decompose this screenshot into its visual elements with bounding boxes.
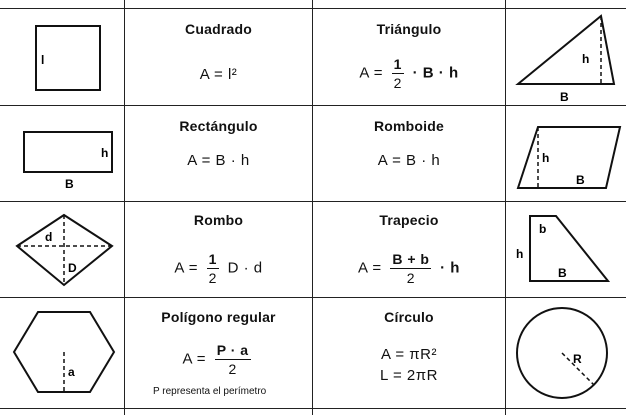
rhombus-formula-numerator: 1 [208,251,217,267]
rhombus-d-label: d [45,230,53,244]
rectangle-formula: A = B · h [187,152,250,169]
square-shape [36,26,100,90]
square-cell [125,8,312,105]
triangle-formula-numerator: 1 [393,56,402,72]
triangle-formula-lhs: A = [359,64,383,82]
triangle-cell [313,8,505,105]
trapezoid-figure [506,201,626,297]
rhombus-formula [125,250,312,287]
rhombus-formula-fraction [207,250,219,287]
romboid-formula: A = B · h [377,152,441,169]
polygon-perimeter-note: P representa el perímetro [153,386,267,397]
trapezoid-formula [313,250,505,287]
trapezoid-formula-numerator: B + b [392,251,430,267]
triangle-formula-denominator: 2 [393,75,402,91]
square-title: Cuadrado [185,21,252,37]
trapezoid-b-label: b [539,222,547,236]
rectangle-base-label: B [65,177,74,191]
rhombus-formula-lhs: A = [174,259,198,277]
row-divider-bottom [0,408,626,409]
square-formula: A = l² [199,66,238,83]
romboid-height-label: h [542,151,550,165]
circle-figure [506,297,626,408]
circle-length-formula: L = 2πR [380,367,438,384]
polygon-formula-fraction [215,341,251,378]
circle-cell [313,297,505,408]
romboid-title: Romboide [373,118,445,134]
rhombus-figure [0,201,124,297]
rhombus-formula-denominator: 2 [208,270,217,286]
triangle-title: Triángulo [376,21,442,37]
romboid-cell [313,105,505,201]
trapezoid-formula-rhs: · h [440,259,460,277]
romboid-figure [506,105,626,201]
rectangle-height-label: h [101,146,109,160]
triangle-base-label: B [560,90,569,104]
hexagon-apothem-label: a [68,365,75,379]
trapezoid-h-label: h [516,247,524,261]
hexagon-figure [0,297,124,408]
trapezoid-title: Trapecio [379,212,439,228]
square-figure [0,8,124,105]
rectangle-figure [0,105,124,201]
square-side-label: l [41,53,45,67]
circle-area-formula: A = πR² [381,346,437,363]
trapezoid-formula-fraction [390,250,431,287]
polygon-cell [125,297,312,408]
rectangle-cell [125,105,312,201]
triangle-shape [518,16,614,84]
polygon-title: Polígono regular [161,309,276,325]
circle-radius-label: R [573,352,582,366]
rhombus-title: Rombo [193,212,244,228]
trapezoid-B-label: B [558,266,567,280]
triangle-formula-rhs: · B · h [412,64,459,82]
trapezoid-cell [313,201,505,297]
circle-title: Círculo [384,309,434,325]
rhombus-D-label: D [68,261,77,275]
triangle-formula [313,55,505,92]
polygon-formula-lhs: A = [182,350,207,368]
polygon-formula-denominator: 2 [228,361,237,377]
rectangle-title: Rectángulo [179,118,258,134]
trapezoid-formula-lhs: A = [358,259,382,277]
triangle-figure [506,8,626,105]
polygon-formula-numerator: P · a [216,342,249,358]
trapezoid-formula-denominator: 2 [406,270,416,286]
triangle-formula-fraction [392,55,404,92]
rhombus-formula-rhs: D · d [227,259,263,277]
polygon-formula [125,341,312,378]
romboid-shape [518,127,620,188]
triangle-height-label: h [582,52,590,66]
romboid-base-label: B [576,173,585,187]
rectangle-shape [24,132,112,172]
rhombus-cell [125,201,312,297]
